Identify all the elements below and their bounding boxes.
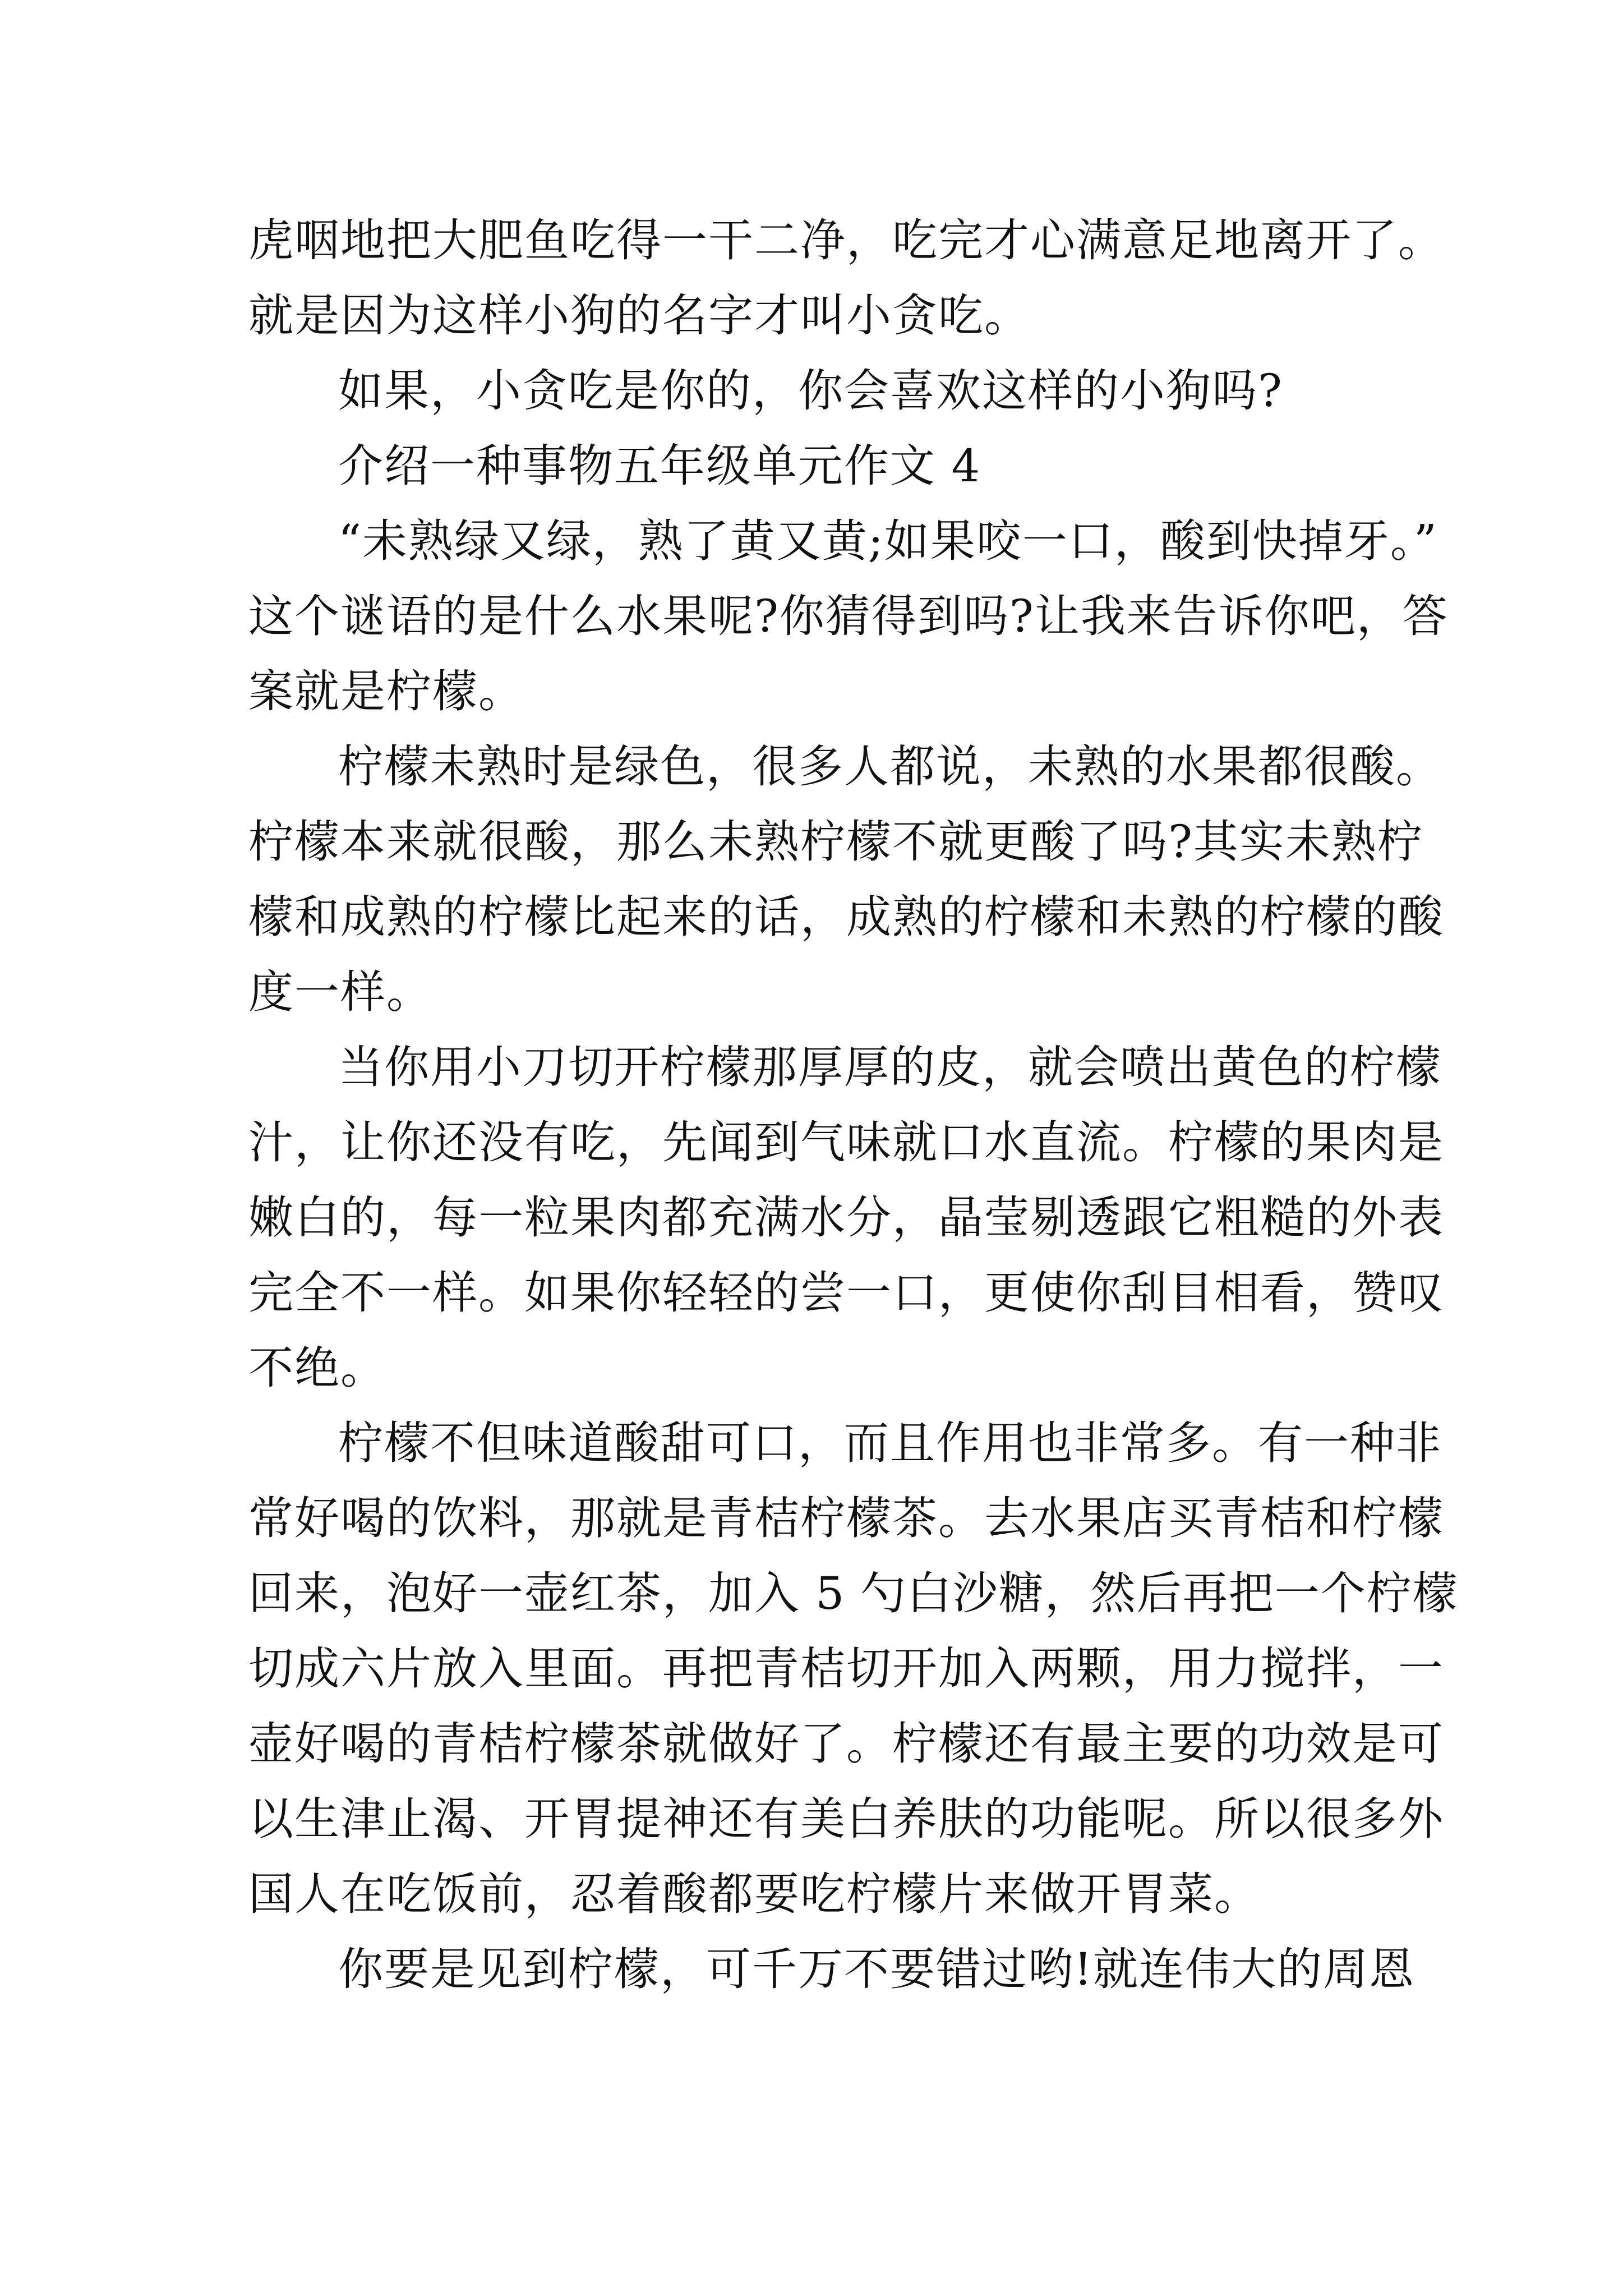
- text-line: 度一样。: [248, 966, 432, 1018]
- text-line: 柠檬本来就很酸，那么未熟柠檬不就更酸了吗?其实未熟柠: [248, 816, 1423, 868]
- text-line: 当你用小刀切开柠檬那厚厚的皮，就会喷出黄色的柠檬: [338, 1041, 1442, 1093]
- text-line: 檬和成熟的柠檬比起来的话，成熟的柠檬和未熟的柠檬的酸: [248, 891, 1444, 943]
- text-line: 柠檬未熟时是绿色，很多人都说，未熟的水果都很酸。: [338, 740, 1442, 793]
- text-line: 你要是见到柠檬，可千万不要错过哟!就连伟大的周恩: [338, 1943, 1415, 1995]
- text-line: 虎咽地把大肥鱼吃得一干二净，吃完才心满意足地离开了。: [248, 214, 1444, 266]
- text-line: 常好喝的饮料，那就是青桔柠檬茶。去水果店买青桔和柠檬: [248, 1492, 1444, 1544]
- text-line: 汁，让你还没有吃，先闻到气味就口水直流。柠檬的果肉是: [248, 1116, 1444, 1168]
- text-line: 就是因为这样小狗的名字才叫小贪吃。: [248, 289, 1030, 342]
- text-line: 以生津止渴、开胃提神还有美白养肤的功能呢。所以很多外: [248, 1793, 1444, 1845]
- text-line: 案就是柠檬。: [248, 665, 524, 717]
- text-line: 嫩白的，每一粒果肉都充满水分，晶莹剔透跟它粗糙的外表: [248, 1191, 1444, 1244]
- text-line: 完全不一样。如果你轻轻的尝一口，更使你刮目相看，赞叹: [248, 1267, 1444, 1319]
- document-body: [248, 203, 1459, 2007]
- text-line: 切成六片放入里面。再把青桔切开加入两颗，用力搅拌，一: [248, 1642, 1444, 1695]
- text-line: “未熟绿又绿，熟了黄又黄;如果咬一口，酸到快掉牙。”: [338, 515, 1438, 567]
- text-line: 这个谜语的是什么水果呢?你猜得到吗?让我来告诉你吧，答: [248, 590, 1449, 642]
- text-line: 回来，泡好一壶红茶，加入 5 勺白沙糖，然后再把一个柠檬: [248, 1567, 1459, 1619]
- text-line: 柠檬不但味道酸甜可口，而且作用也非常多。有一种非: [338, 1417, 1442, 1469]
- text-line: 如果，小贪吃是你的，你会喜欢这样的小狗吗?: [338, 365, 1283, 417]
- text-line: 不绝。: [248, 1342, 386, 1394]
- text-line: 介绍一种事物五年级单元作文 4: [338, 440, 981, 492]
- text-line: 国人在吃饭前，忍着酸都要吃柠檬片来做开胃菜。: [248, 1868, 1260, 1920]
- text-line: 壶好喝的青桔柠檬茶就做好了。柠檬还有最主要的功效是可: [248, 1718, 1444, 1770]
